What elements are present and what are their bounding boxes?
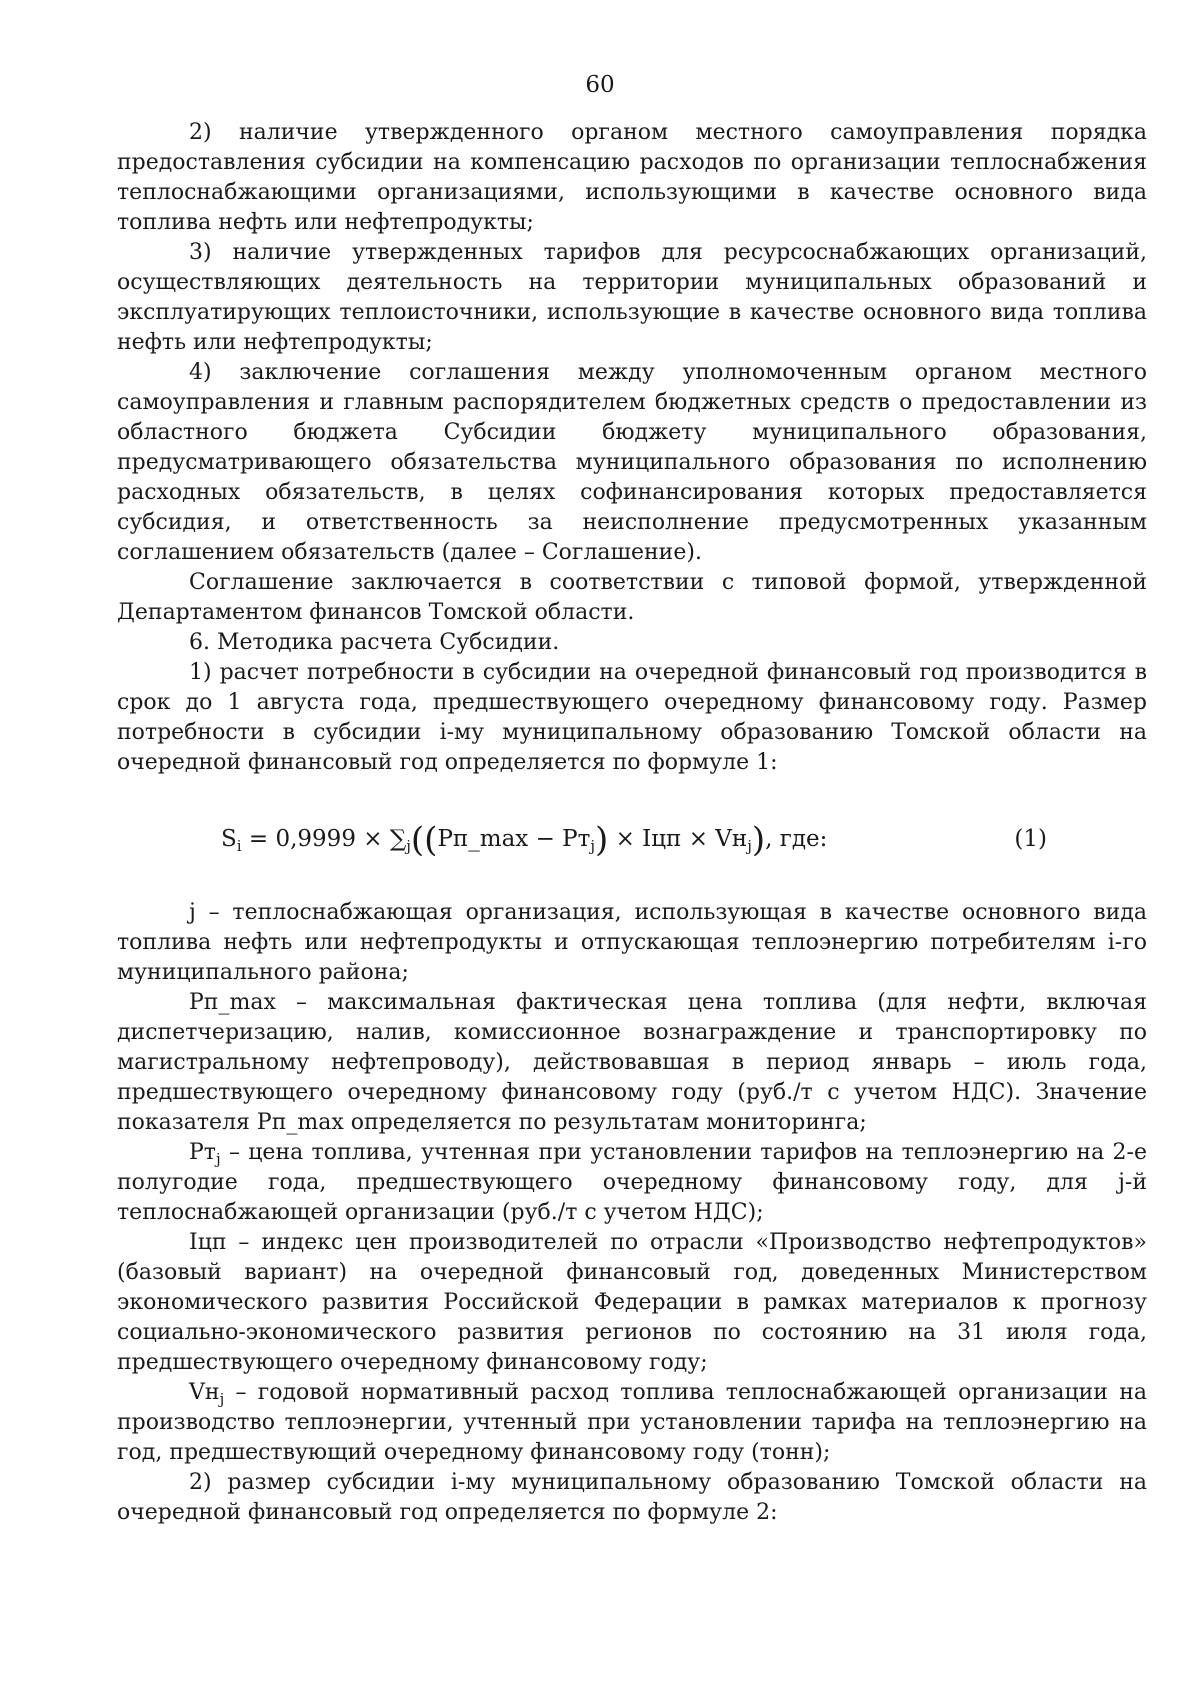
page-number: 60 [585,72,615,98]
paragraph: 3) наличие утвержденных тарифов для ресурсоснабжающих организаций, осуществляющих деятельность на территории муниципальных образований и эксплуатирующих теплоисточники, использующие в качестве основного вида топлива нефть или нефтепродукты; [117,240,1147,355]
paragraph: Соглашение заключается в соответствии с типовой формой, утвержденной Департаментом финансов Томской области. [117,570,1147,625]
paragraph: 2) наличие утвержденного органом местного самоуправления порядка предоставления субсидии на компенсацию расходов по организации теплоснабжения теплоснабжающими организациями, использующими в качестве основного вида топлива нефть или нефтепродукты; [117,120,1147,235]
formula-expression: $S_i = 0,9999$ × $\sum_j((Pп\_\max - Pт_j)$ × Iцп × $Vн_j$), где: [221,820,828,860]
document-body [117,118,1147,1528]
paragraph: 4) заключение соглашения между уполномоченным органом местного самоуправления и главным распорядителем бюджетных средств о предоставлении из областного бюджета Субсидии бюджету муниципального образования, предусматривающего обязательства муниципального образования по исполнению расходных обязательств, в целях софинансирования которых предоставляется субсидия, и ответственность за неисполнение предусмотренных указанным соглашением обязательств (далее – Соглашение). [117,360,1147,565]
definition: j – теплоснабжающая организация, использующая в качестве основного вида топлива нефть или нефтепродукты и отпускающая теплоэнергию потребителям i-го муниципального района; [117,900,1147,985]
paragraph: 2) размер субсидии i-му муниципальному образованию Томской области на очередной финансовый год определяется по формуле 2: [117,1470,1147,1525]
formula-number: (1) [1014,826,1047,852]
paragraph: 1) расчет потребности в субсидии на очередной финансовый год производится в срок до 1 августа года, предшествующего очередному финансовому году. Размер потребности в субсидии i-му муниципальному образованию Томской области на очередной финансовый год определяется по формуле 1: [117,660,1147,775]
section-heading: 6. Методика расчета Субсидии. [189,630,560,655]
definition: $Pт_j$ – цена топлива, учтенная при установлении тарифов на теплоэнергию на 2-е полугодие года, предшествующего очередному финансовому году, для j-й теплоснабжающей организации (руб./т с учетом НДС); [117,1140,1147,1225]
definition: Iцп – индекс цен производителей по отрасли «Производство нефтепродуктов» (базовый вариант) на очередной финансовый год, доведенных Министерством экономического развития Российской Федерации в рамках материалов к прогнозу социально-экономического развития регионов по состоянию на 31 июля года, предшествующего очередному финансовому году; [117,1230,1147,1375]
definition: $Vн_j$ – годовой нормативный расход топлива теплоснабжающей организации на производство теплоэнергии, учтенный при установлении тарифа на теплоэнергию на год, предшествующий очередному финансовому году (тонн); [117,1380,1147,1465]
formula-1 [117,812,1147,868]
definition: Pп_max – максимальная фактическая цена топлива (для нефти, включая диспетчеризацию, налив, комиссионное вознаграждение и транспортировку по магистральному нефтепроводу), действовавшая в период январь – июль года, предшествующего очередному финансовому году (руб./т с учетом НДС). Значение показателя Pп_max определяется по результатам мониторинга; [117,990,1147,1135]
